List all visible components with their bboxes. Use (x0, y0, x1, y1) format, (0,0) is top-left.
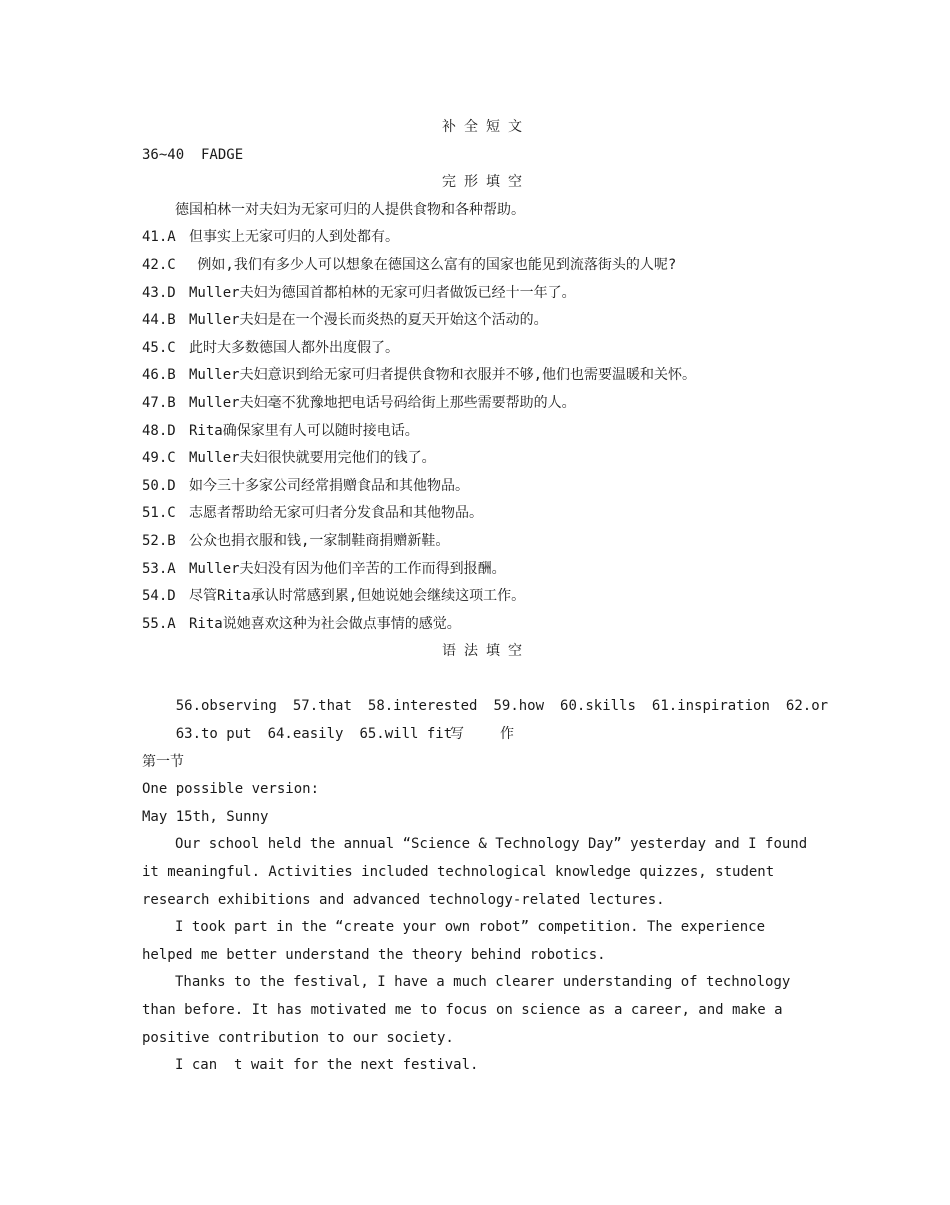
writing-part-label: 第一节 (142, 753, 184, 770)
grammar-answer: 60.skills (560, 698, 636, 715)
grammar-answers-row-1 (142, 666, 829, 715)
cloze-item-text: Muller夫妇毫不犹豫地把电话号码给街上那些需要帮助的人。 (189, 394, 576, 411)
supplement-answers: 36~40 FADGE (142, 146, 244, 163)
cloze-item (142, 500, 822, 528)
section-title-supplement: 补全短文 (442, 119, 530, 135)
cloze-item-text: 例如,我们有多少人可以想象在德国这么富有的国家也能见到流落街头的人呢? (189, 256, 677, 273)
cloze-item (142, 280, 822, 308)
cloze-item-text: Rita说她喜欢这种为社会做点事情的感觉。 (189, 615, 461, 632)
cloze-item-number: 41.A (142, 229, 176, 246)
cloze-item (142, 418, 822, 446)
cloze-item-number: 52.B (142, 532, 176, 549)
writing-version-label: One possible version: (142, 781, 320, 798)
grammar-answer: 58.interested (367, 698, 478, 715)
grammar-answer: 61.inspiration (651, 698, 770, 715)
grammar-answer: 59.how (493, 698, 545, 715)
grammar-answer: 63.to put (175, 726, 252, 743)
cloze-item (142, 335, 822, 363)
essay-line: Our school held the annual “Science & Technology Day” yesterday and I found (175, 836, 808, 853)
cloze-item-number: 51.C (142, 505, 176, 522)
cloze-item (142, 583, 822, 611)
cloze-item (142, 473, 822, 501)
grammar-answer: 65.will fit (359, 726, 453, 743)
cloze-item-number: 55.A (142, 615, 176, 632)
cloze-item (142, 390, 822, 418)
answer-key-page (142, 114, 829, 1080)
cloze-list (142, 224, 822, 638)
cloze-item-text: 公众也捐衣服和钱,一家制鞋商捐赠新鞋。 (189, 532, 450, 549)
cloze-item-number: 54.D (142, 588, 176, 605)
grammar-answer: 57.that (292, 698, 352, 715)
cloze-item-text: Muller夫妇是在一个漫长而炎热的夏天开始这个活动的。 (189, 312, 548, 329)
writing-title-char: 作 (500, 726, 514, 743)
cloze-item-text: 志愿者帮助给无家可归者分发食品和其他物品。 (189, 505, 483, 522)
cloze-item-text: 但事实上无家可归的人到处都有。 (189, 229, 399, 246)
essay-line: than before. It has motivated me to focus on science as a career, and make a (142, 1002, 783, 1018)
cloze-item-text: 尽管Rita承认时常感到累,但她说她会继续这项工作。 (189, 588, 526, 605)
cloze-item-number: 50.D (142, 477, 176, 494)
cloze-item-text: 此时大多数德国人都外出度假了。 (189, 339, 399, 356)
cloze-item (142, 307, 822, 335)
essay-line: research exhibitions and advanced technology-related lectures. (142, 891, 665, 908)
cloze-item-number: 48.D (142, 422, 176, 439)
cloze-item-number: 46.B (142, 367, 176, 384)
cloze-item-number: 45.C (142, 339, 176, 356)
cloze-item (142, 362, 822, 390)
cloze-item-number: 42.C (142, 256, 176, 273)
section-title-cloze: 完形填空 (442, 174, 530, 191)
essay-line: positive contribution to our society. (142, 1029, 454, 1046)
cloze-item (142, 445, 822, 473)
essay-line: helped me better understand the theory behind robotics. (142, 946, 606, 963)
essay-line: it meaningful. Activities included technological knowledge quizzes, student (142, 864, 775, 881)
writing-essay (142, 831, 822, 1079)
cloze-item-text: Muller夫妇没有因为他们辛苦的工作而得到报酬。 (189, 560, 506, 577)
writing-date: May 15th, Sunny (142, 808, 269, 825)
section-title-grammar: 语法填空 (442, 643, 530, 660)
writing-title-char: 写 (450, 726, 464, 743)
cloze-item (142, 556, 822, 584)
cloze-item (142, 224, 822, 252)
cloze-item-text: Rita确保家里有人可以随时接电话。 (189, 422, 419, 439)
grammar-answer: 64.easily (267, 726, 344, 743)
cloze-item-number: 47.B (142, 394, 176, 411)
cloze-item-text: Muller夫妇意识到给无家可归者提供食物和衣服并不够,他们也需要温暖和关怀。 (189, 367, 696, 384)
grammar-answer: 62.or (785, 698, 829, 715)
essay-line: Thanks to the festival, I have a much clearer understanding of technology (175, 974, 791, 991)
cloze-item-number: 53.A (142, 560, 176, 577)
cloze-item (142, 528, 822, 556)
cloze-intro: 德国柏林一对夫妇为无家可归的人提供食物和各种帮助。 (175, 201, 525, 218)
essay-line: I can t wait for the next festival. (175, 1057, 479, 1074)
essay-line: I took part in the “create your own robot” competition. The experience (175, 919, 766, 936)
cloze-item (142, 611, 822, 639)
cloze-item-text: Muller夫妇为德国首都柏林的无家可归者做饭已经十一年了。 (189, 284, 576, 301)
cloze-item (142, 252, 822, 280)
cloze-item-number: 49.C (142, 450, 176, 467)
cloze-item-text: Muller夫妇很快就要用完他们的钱了。 (189, 450, 436, 467)
cloze-item-number: 44.B (142, 312, 176, 329)
cloze-item-text: 如今三十多家公司经常捐赠食品和其他物品。 (189, 477, 469, 494)
cloze-item-number: 43.D (142, 284, 176, 301)
grammar-answer: 56.observing (175, 698, 277, 715)
